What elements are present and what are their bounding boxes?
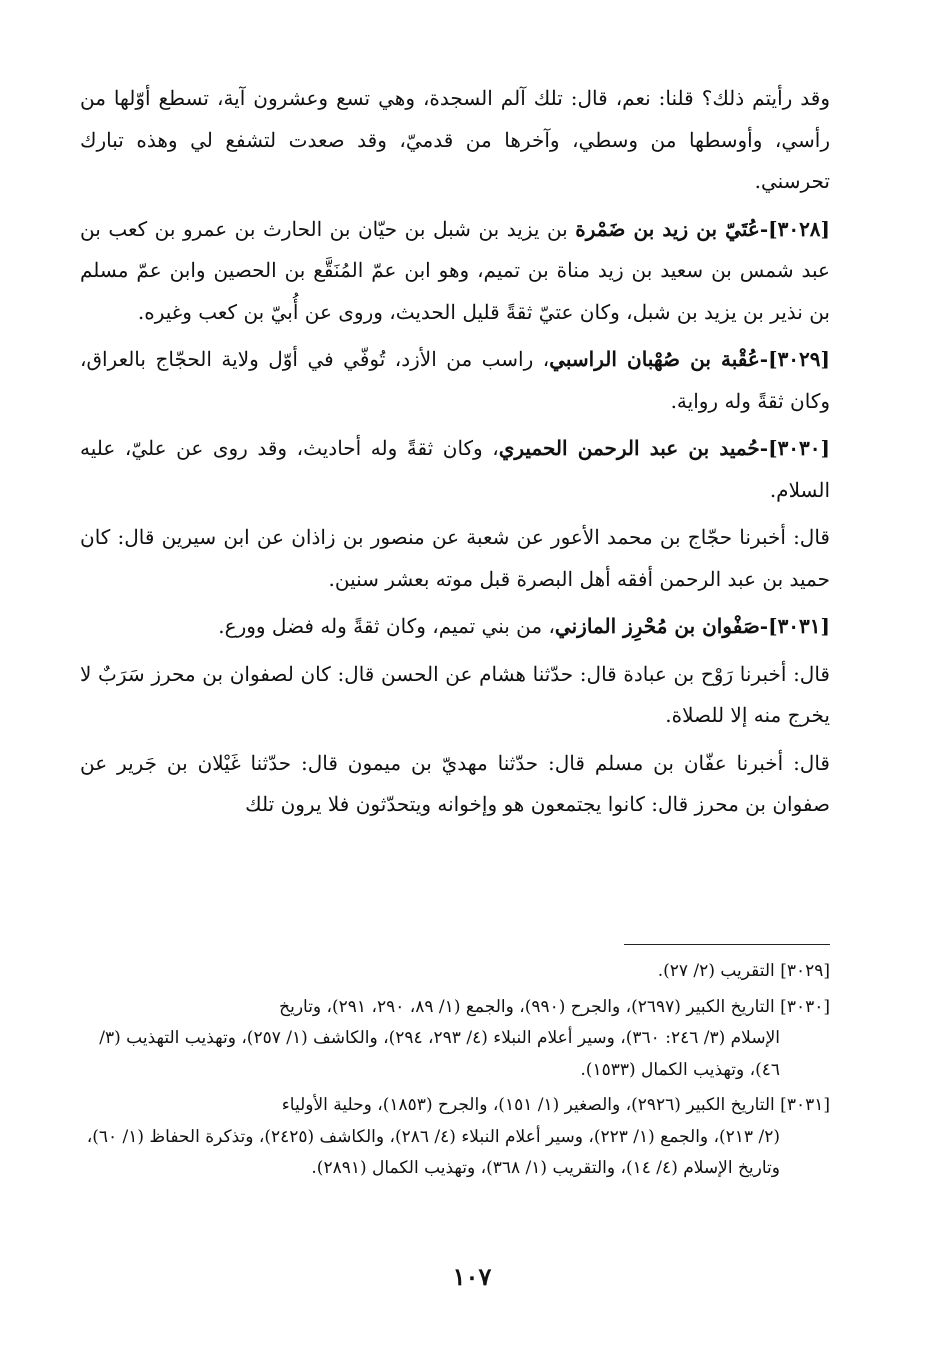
entry-3028 (80, 209, 830, 334)
footnote-3031 (80, 1090, 830, 1185)
footnote-3030 (80, 992, 830, 1087)
entry-text: ، من بني تميم، وكان ثقةً وله فضل وورع. (218, 614, 555, 638)
entry-number: [٣٠٢٨]- (759, 216, 831, 241)
entry-number: [٣٠٣٠]- (759, 436, 830, 460)
entry-number: [٣٠٣١]- (759, 614, 830, 638)
footnote-separator (624, 944, 830, 945)
entry-name: عُقْبة بن صُهْبان الراسبي (549, 347, 760, 371)
entry-3029 (80, 339, 830, 422)
paragraph-3031-report-2: قال: أخبرنا عفّان بن مسلم قال: حدّثنا مهديّ بن ميمون قال: حدّثنا غَيْلان بن جَرير عن صفوان بن محرز قال: كانوا يجتمعون هو وإخوانه ويتحدّثون فلا يرون تلك (80, 750, 830, 816)
page-number: ١٠٧ (452, 1262, 492, 1291)
footnotes (80, 956, 830, 1189)
footnote-first-line: [٣٠٣١] التاريخ الكبير (٢٩٢٦)، والصغير (١/ ١٥١)، والجرح (١٨٥٣)، وحلية الأولياء (281, 1095, 830, 1115)
footnote-continuation: الإسلام (٣/ ٢٤٦: ٣٦٠)، وسير أعلام النبلاء (٤/ ٢٩٣، ٢٩٤)، والكاشف (١/ ٢٥٧)، وتهذيب التهذيب (٣/ ٤٦)، وتهذيب الكمال (١٥٣٣). (99, 1028, 780, 1080)
paragraph-opening: وقد رأيتم ذلك؟ قلنا: نعم، قال: تلك آلم السجدة، وهي تسع وعشرون آية، تسطع أوّلها من رأسي، وأوسطها من وسطي، وآخرها من قدميّ، وقد صعدت لتشفع لي وهذه تبارك تحرسني. (80, 86, 830, 193)
entry-text: ، وكان ثقةً وله أحاديث، وقد روى عن عليّ، عليه السلام. (80, 436, 830, 502)
footnote-continuation: (٢/ ٢١٣)، والجمع (١/ ٢٢٣)، وسير أعلام النبلاء (٤/ ٢٨٦)، والكاشف (٢٤٢٥)، وتذكرة الحفاظ (١/ ٦٠)، وتاريخ الإسلام (٤/ ١٤)، والتقريب (١/ ٣٦٨)، وتهذيب الكمال (٢٨٩١). (86, 1126, 780, 1178)
entry-text: بن يزيد بن شبل بن حيّان بن الحارث بن عمرو بن كعب بن عبد شمس بن سعيد بن زيد مناة بن تميم، وهو ابن عمّ المُنَقَّع بن الحصين وابن عمّ مسلم بن نذير بن يزيد بن شبل، وكان عتيّ ثقةً قليل الحديث، وروى عن أُبيّ بن كعب وغيره. (80, 216, 830, 324)
footnote-3029: [٣٠٢٩] التقريب (٢/ ٢٧). (657, 961, 830, 981)
entry-text: ، راسب من الأزد، تُوفّي في أوّل ولاية الحجّاج بالعراق، وكان ثقةً وله رواية. (80, 347, 830, 413)
entry-name: حُميد بن عبد الرحمن الحميري (498, 436, 760, 460)
paragraph-3030-report: قال: أخبرنا حجّاج بن محمد الأعور عن شعبة عن منصور بن زاذان عن ابن سيرين قال: كان حميد بن عبد الرحمن أفقه أهل البصرة قبل موته بعشر سنين. (80, 525, 830, 591)
entry-name: صَفْوان بن مُحْرِز المازني (554, 614, 760, 638)
main-text (80, 78, 830, 832)
entry-name: عُتَيّ بن زيد بن ضَمْرة (575, 216, 760, 241)
entry-3030 (80, 428, 830, 511)
entry-3031 (80, 606, 830, 648)
footnote-first-line: [٣٠٣٠] التاريخ الكبير (٢٦٩٧)، والجرح (٩٩٠)، والجمع (١/ ٨٩، ٢٩٠، ٢٩١)، وتاريخ (279, 996, 830, 1017)
paragraph-3031-report-1: قال: أخبرنا رَوْح بن عبادة قال: حدّثنا هشام عن الحسن قال: كان لصفوان بن محرز سَرَبٌ لا يخرج منه إلا للصلاة. (80, 661, 830, 727)
entry-number: [٣٠٢٩]- (759, 347, 830, 371)
